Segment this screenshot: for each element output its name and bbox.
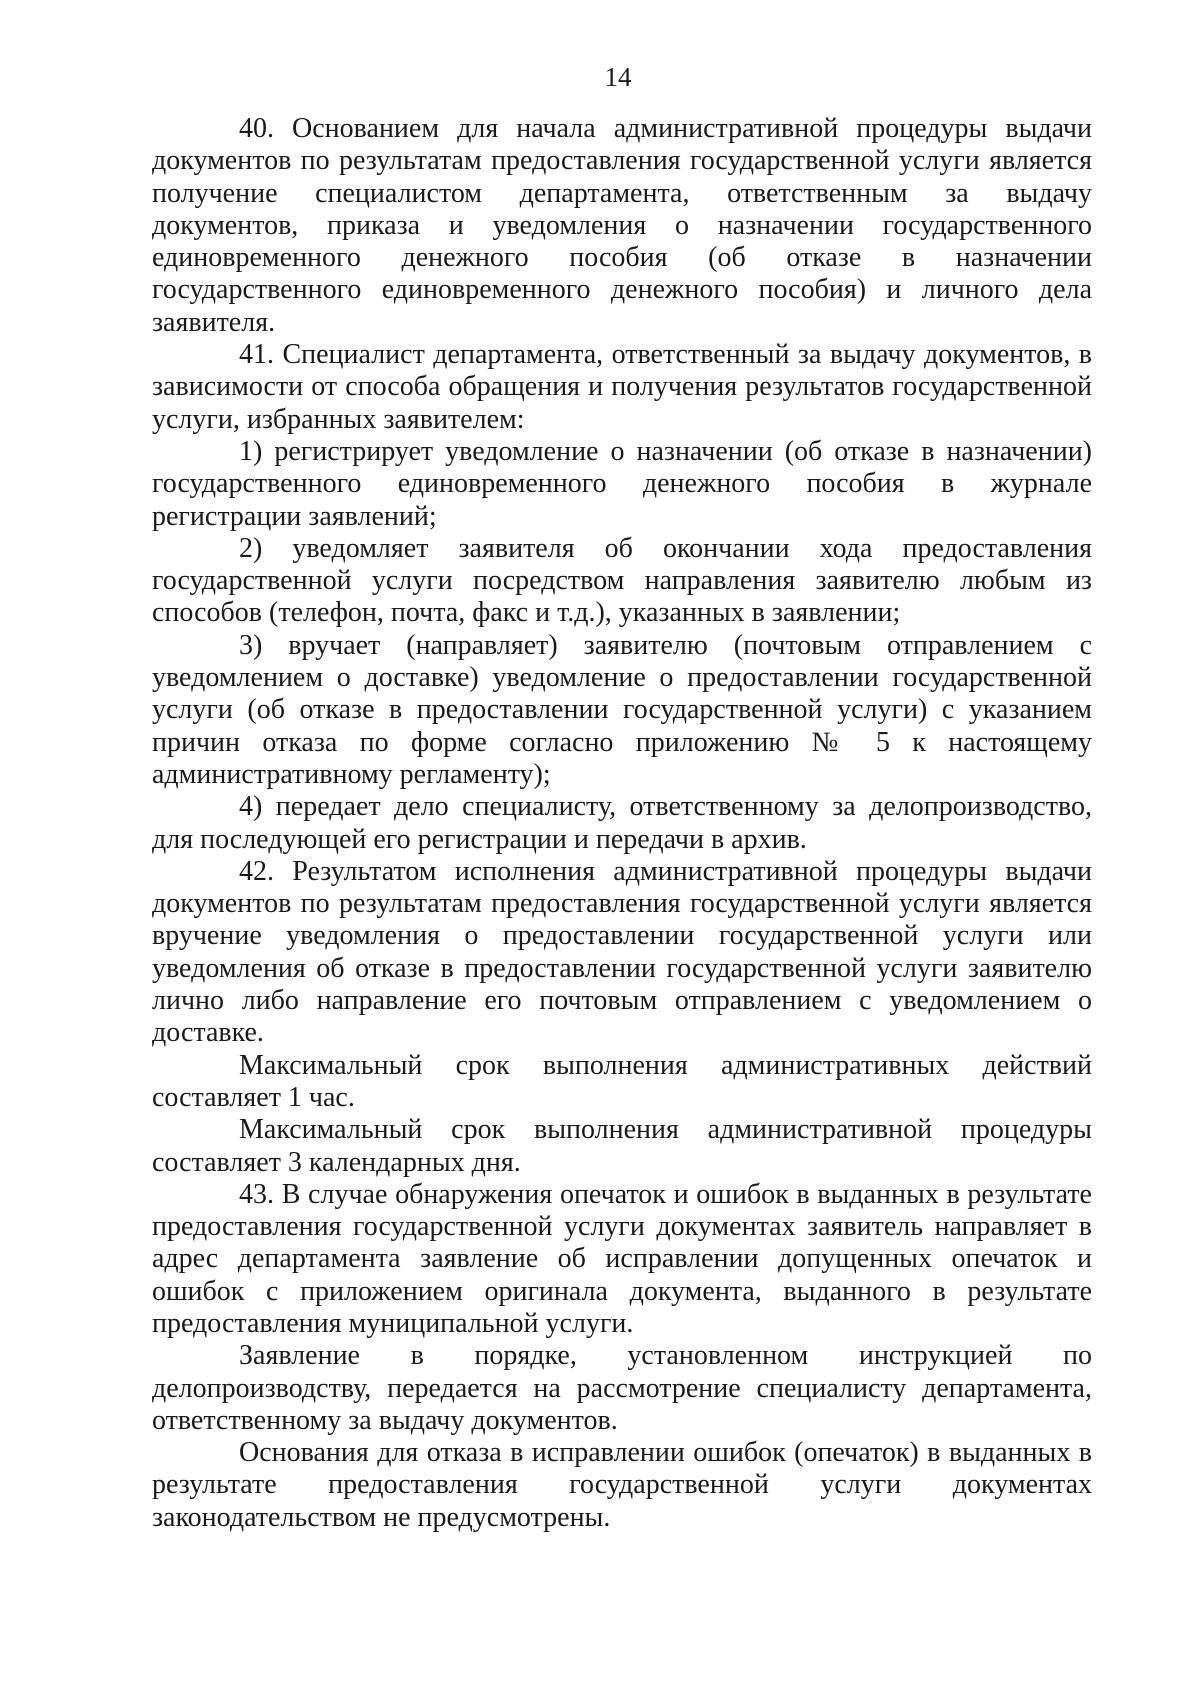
paragraph-41-item-4: 4) передает дело специалисту, ответственному за делопроизводство, для последующей его регистрации и передачи в архив.	[152, 791, 1092, 855]
paragraph-43-application: Заявление в порядке, установленном инструкцией по делопроизводству, передается на рассмотрение специалисту департамента, ответственному за выдачу документов.	[152, 1340, 1092, 1436]
document-body	[152, 113, 1092, 1534]
paragraph-41-item-2: 2) уведомляет заявителя об окончании хода предоставления государственной услуги посредством направления заявителю любым из способов (телефон, почта, факс и т.д.), указанных в заявлении;	[152, 532, 1092, 629]
paragraph-42-max-procedure-time: Максимальный срок выполнения административной процедуры составляет 3 календарных дня.	[152, 1114, 1092, 1178]
paragraph-43-refusal-grounds: Основания для отказа в исправлении ошибок (опечаток) в выданных в результате предоставления государственной услуги документах законодательством не предусмотрены.	[152, 1437, 1092, 1533]
paragraph-40: 40. Основанием для начала административной процедуры выдачи документов по результатам предоставления государственной услуги является получение специалистом департамента, ответственным за выдачу документов, приказа и уведомления о назначении государственного единовременного денежного пособия (об отказе в назначении государственного единовременного денежного пособия) и личного дела заявителя.	[152, 113, 1092, 338]
paragraph-42: 42. Результатом исполнения административной процедуры выдачи документов по результатам предоставления государственной услуги является вручение уведомления о предоставлении государственной услуги или уведомления об отказе в предоставлении государственной услуги заявителю лично либо направление его почтовым отправлением с уведомлением о доставке.	[152, 855, 1092, 1049]
page-number: 14	[604, 62, 632, 92]
paragraph-41-item-3: 3) вручает (направляет) заявителю (почтовым отправлением с уведомлением о доставке) уведомление о предоставлении государственной услуги (об отказе в предоставлении государственной услуги) с указанием причин отказа по форме согласно приложению № 5 к настоящему административному регламенту);	[152, 629, 1092, 790]
paragraph-41-item-1: 1) регистрирует уведомление о назначении (об отказе в назначении) государственного единовременного денежного пособия в журнале регистрации заявлений;	[152, 435, 1092, 532]
paragraph-41: 41. Специалист департамента, ответственный за выдачу документов, в зависимости от способа обращения и получения результатов государственной услуги, избранных заявителем:	[152, 339, 1092, 435]
paragraph-42-max-actions-time: Максимальный срок выполнения административных действий составляет 1 час.	[152, 1049, 1092, 1113]
paragraph-43: 43. В случае обнаружения опечаток и ошибок в выданных в результате предоставления государственной услуги документах заявитель направляет в адрес департамента заявление об исправлении допущенных опечаток и ошибок с приложением оригинала документа, выданного в результате предоставления муниципальной услуги.	[152, 1178, 1092, 1339]
